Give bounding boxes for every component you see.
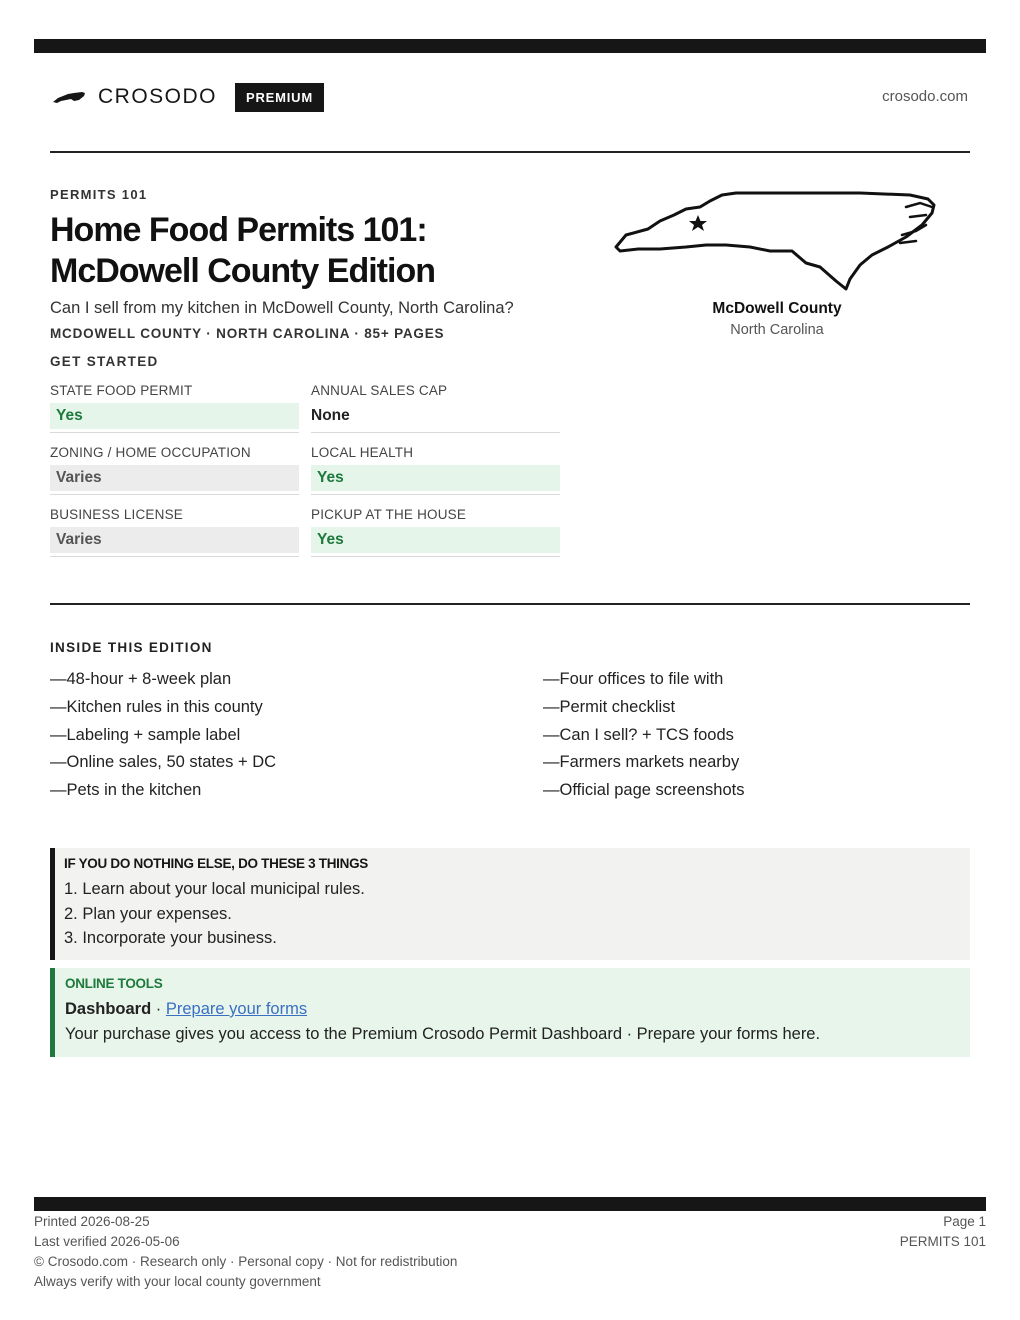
top-bar	[34, 39, 986, 53]
separator: ·	[151, 1000, 166, 1018]
status-value: Yes	[311, 465, 560, 491]
footer-left	[34, 1212, 457, 1292]
bottom-bar	[34, 1197, 986, 1211]
status-item	[311, 381, 560, 433]
contents-list-right	[543, 666, 744, 805]
dashboard-label: Dashboard	[65, 1000, 152, 1018]
verified-date: Last verified 2026-05-06	[34, 1234, 180, 1249]
eyebrow: PERMITS 101	[50, 187, 148, 202]
tools-description: Your purchase gives you access to the Premium Crosodo Permit Dashboard · Prepare your forms here.	[65, 1025, 821, 1043]
status-label: PICKUP AT THE HOUSE	[311, 507, 467, 522]
status-label: BUSINESS LICENSE	[50, 507, 183, 522]
list-item: —Kitchen rules in this county	[50, 697, 263, 716]
premium-badge: PREMIUM	[235, 83, 324, 112]
nc-state-silhouette-icon	[52, 90, 86, 104]
status-item	[50, 505, 299, 557]
list-item: —Four offices to file with	[543, 670, 724, 688]
status-item	[311, 443, 560, 495]
brand[interactable]	[52, 82, 324, 112]
site-url[interactable]: crosodo.com	[882, 88, 968, 105]
status-item	[50, 381, 299, 433]
status-label: ANNUAL SALES CAP	[311, 383, 448, 398]
tools-links	[65, 997, 970, 1021]
footer-right	[900, 1212, 986, 1252]
tools-heading: ONLINE TOOLS	[65, 976, 163, 991]
divider	[50, 151, 970, 153]
list-item: —48-hour + 8-week plan	[50, 670, 232, 688]
printed-date: Printed 2026-08-25	[34, 1214, 150, 1229]
map-state-label: North Carolina	[730, 322, 824, 338]
key-actions-callout	[50, 848, 970, 960]
online-tools-panel	[50, 968, 970, 1057]
map-county-label: McDowell County	[712, 300, 842, 317]
contents-list-left	[50, 666, 276, 805]
inside-heading: INSIDE THIS EDITION	[50, 640, 213, 655]
title-line-2: McDowell County Edition	[50, 252, 435, 290]
brand-name: CROSODO	[98, 85, 218, 108]
state-map	[610, 185, 946, 300]
status-label: ZONING / HOME OCCUPATION	[50, 445, 251, 460]
page-title	[50, 210, 610, 292]
list-item: —Pets in the kitchen	[50, 781, 202, 800]
status-label: STATE FOOD PERMIT	[50, 383, 193, 398]
status-value: Varies	[50, 527, 299, 553]
verify-note: Always verify with your local county government	[34, 1274, 321, 1289]
status-grid	[50, 381, 560, 557]
callout-item: 3. Incorporate your business.	[64, 929, 277, 947]
list-item: —Can I sell? + TCS foods	[543, 725, 734, 744]
callout-item: 1. Learn about your local municipal rules.	[64, 880, 365, 898]
list-item: —Labeling + sample label	[50, 725, 241, 744]
star-marker-icon	[689, 215, 707, 231]
copyright: © Crosodo.com · Research only · Personal copy · Not for redistribution	[34, 1254, 458, 1269]
list-item: —Official page screenshots	[543, 781, 745, 800]
section-name: PERMITS 101	[899, 1234, 986, 1249]
title-line-1: Home Food Permits 101:	[50, 211, 427, 249]
list-item: —Permit checklist	[543, 697, 676, 716]
callout-heading: IF YOU DO NOTHING ELSE, DO THESE 3 THINGS	[64, 856, 368, 871]
status-label: LOCAL HEALTH	[311, 445, 414, 460]
status-value: Yes	[50, 403, 299, 429]
status-item	[311, 505, 560, 557]
list-item: —Online sales, 50 states + DC	[50, 753, 277, 772]
callout-item: 2. Plan your expenses.	[64, 904, 232, 923]
status-value: Varies	[50, 465, 299, 491]
prepare-forms-link[interactable]: Prepare your forms	[165, 1000, 308, 1018]
page-number: Page 1	[943, 1214, 986, 1229]
subtitle: Can I sell from my kitchen in McDowell County, North Carolina?	[50, 299, 514, 317]
get-started-heading: GET STARTED	[50, 354, 159, 369]
divider	[50, 603, 970, 605]
status-value: Yes	[311, 527, 560, 553]
status-value: None	[311, 407, 350, 424]
meta-line: MCDOWELL COUNTY · NORTH CAROLINA · 85+ PAGES	[50, 326, 445, 341]
status-item	[50, 443, 299, 495]
list-item: —Farmers markets nearby	[543, 753, 740, 772]
